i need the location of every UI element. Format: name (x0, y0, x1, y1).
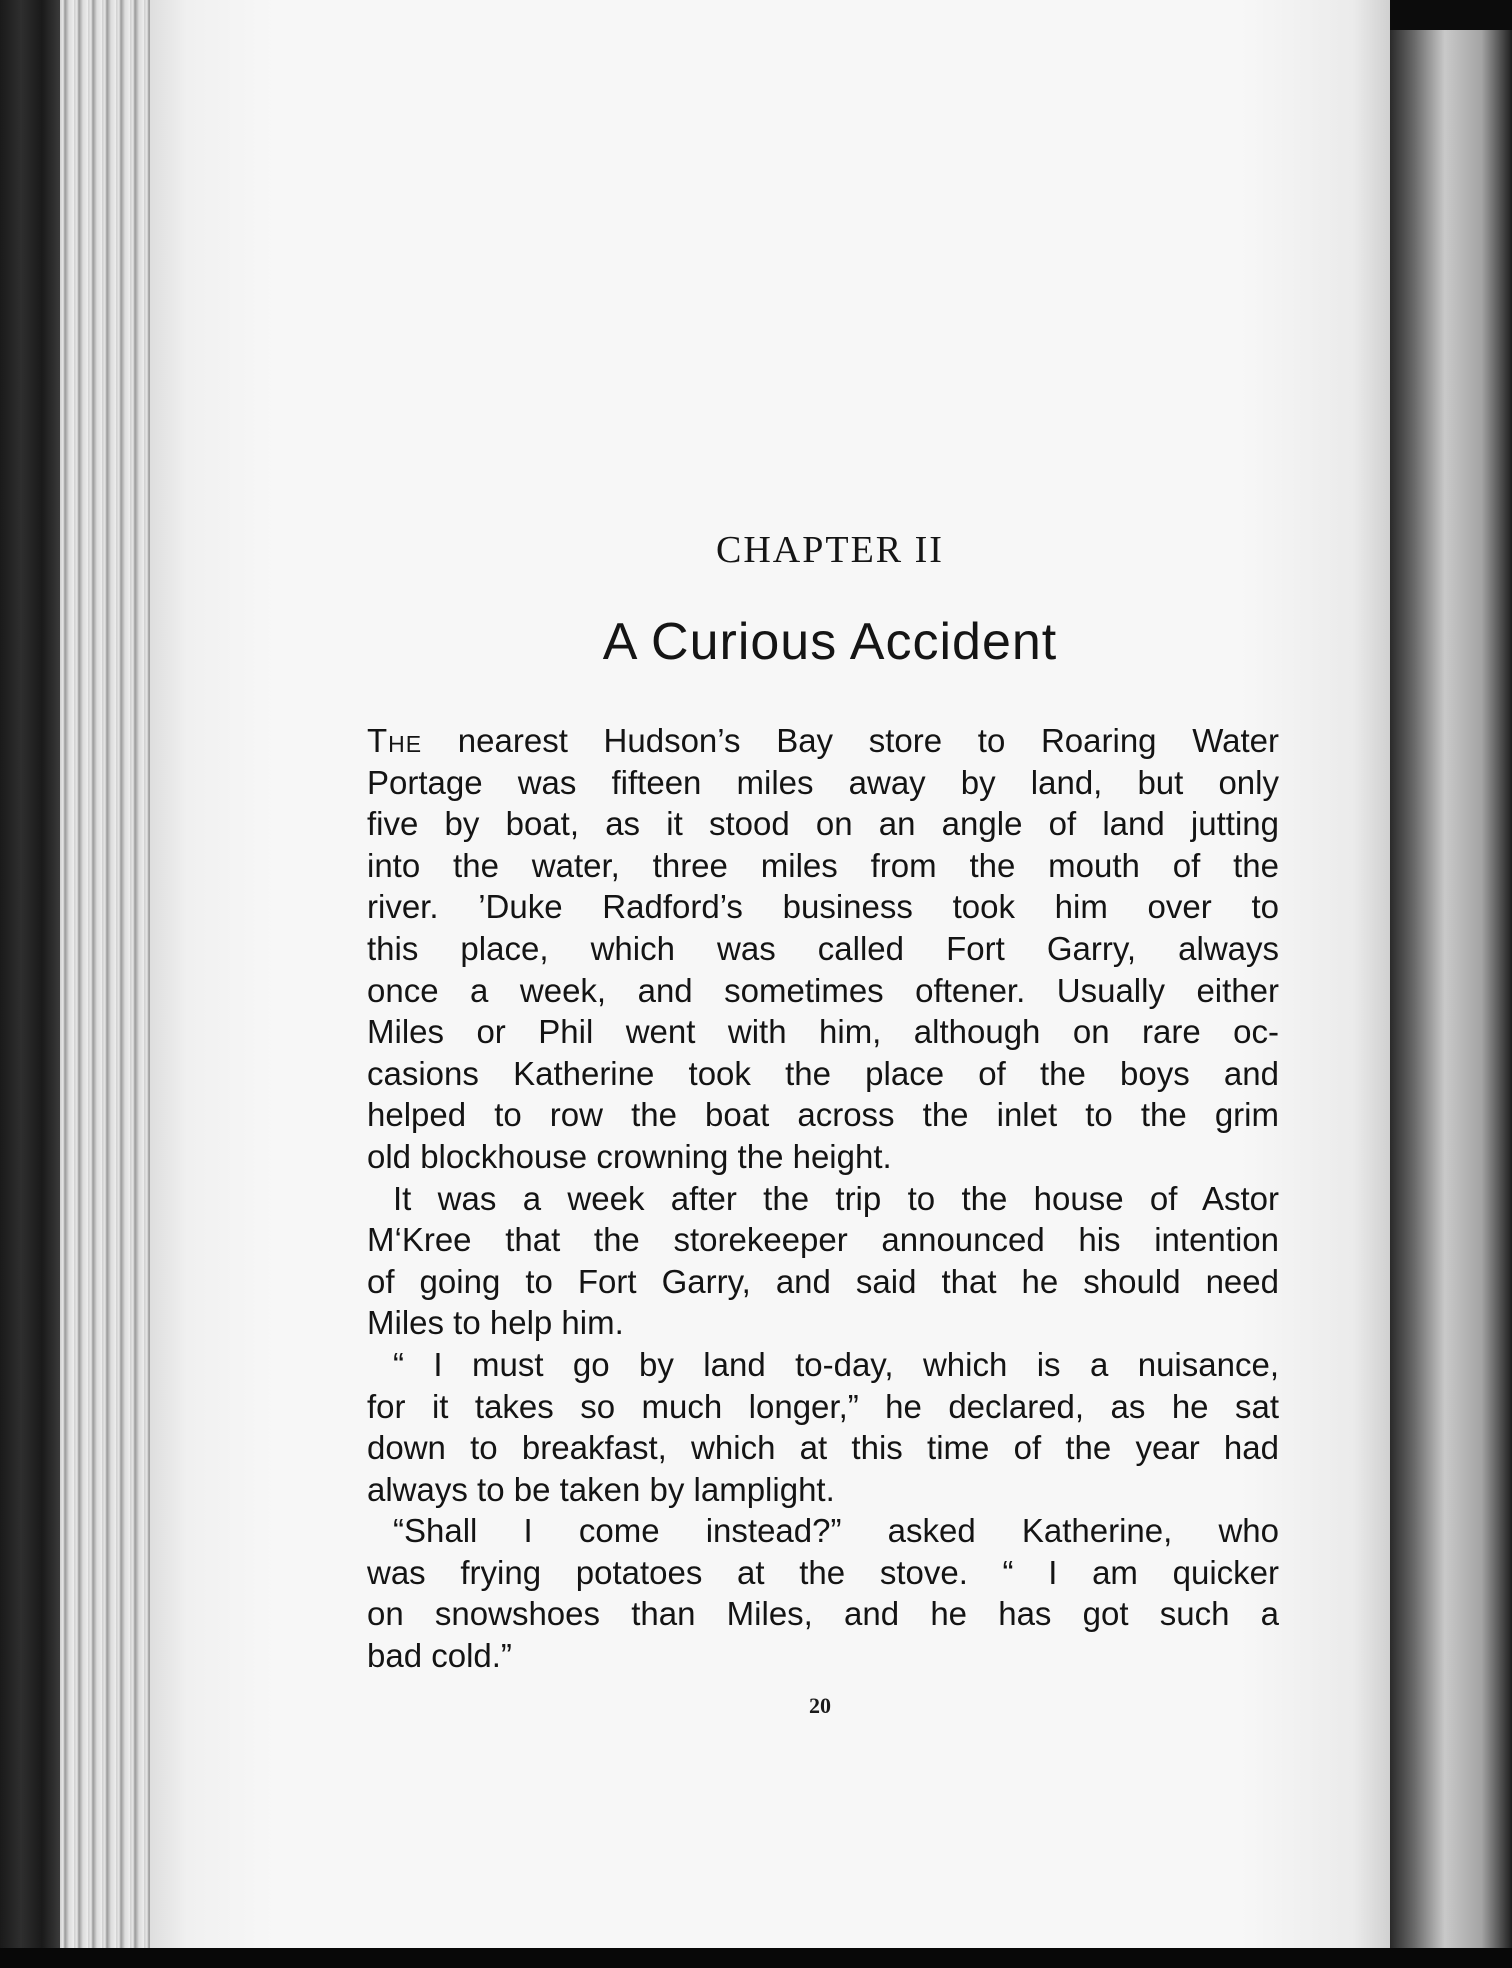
text-line: It was a week after the trip to the house of Astor (393, 1179, 1279, 1217)
chapter-body (367, 720, 1279, 1677)
text-line: into the water, three miles from the mouth of the (367, 846, 1279, 884)
text-line: on snowshoes than Miles, and he has got such a (367, 1595, 1279, 1633)
text-line: bad cold.” (367, 1637, 512, 1675)
text-line: five by boat, as it stood on an angle of land jutting (367, 805, 1279, 843)
text-line: “Shall I come instead?” asked Katherine, who (393, 1512, 1279, 1550)
page-number: 20 (809, 1693, 831, 1718)
lead-word: The (367, 722, 423, 759)
text-line: Miles to help him. (367, 1304, 624, 1342)
text-line: was frying potatoes at the stove. “ I am quicker (367, 1553, 1279, 1591)
bottom-edge (0, 1948, 1512, 1968)
text-line: “ I must go by land to-day, which is a nuisance, (393, 1345, 1279, 1383)
text-line: casions Katherine took the place of the boys and (367, 1054, 1279, 1092)
text-line: Miles or Phil went with him, although on rare oc- (367, 1013, 1279, 1051)
text-line: for it takes so much longer,” he declared, as he sat (367, 1387, 1279, 1425)
text-line: old blockhouse crowning the height. (367, 1137, 892, 1175)
text-line: once a week, and sometimes oftener. Usually either (367, 971, 1279, 1009)
text-line: this place, which was called Fort Garry, always (367, 929, 1279, 967)
text-line-content: nearest Hudson’s Bay store to Roaring Water (457, 722, 1279, 759)
text-line: M‘Kree that the storekeeper announced his intention (367, 1221, 1279, 1259)
text-line: Portage was fifteen miles away by land, but only (367, 763, 1279, 801)
text-line: helped to row the boat across the inlet to the grim (367, 1096, 1279, 1134)
chapter-number: CHAPTER II (716, 529, 944, 571)
text-line: of going to Fort Garry, and said that he should need (367, 1262, 1279, 1300)
text-line: river. ’Duke Radford’s business took him over to (367, 888, 1279, 926)
book-spine (0, 0, 60, 1968)
text-line: down to breakfast, which at this time of the year had (367, 1429, 1279, 1467)
text-line (367, 720, 1279, 762)
chapter-title: A Curious Accident (602, 613, 1058, 671)
facing-page-shadow (1390, 30, 1512, 1968)
text-line: always to be taken by lamplight. (367, 1470, 835, 1508)
